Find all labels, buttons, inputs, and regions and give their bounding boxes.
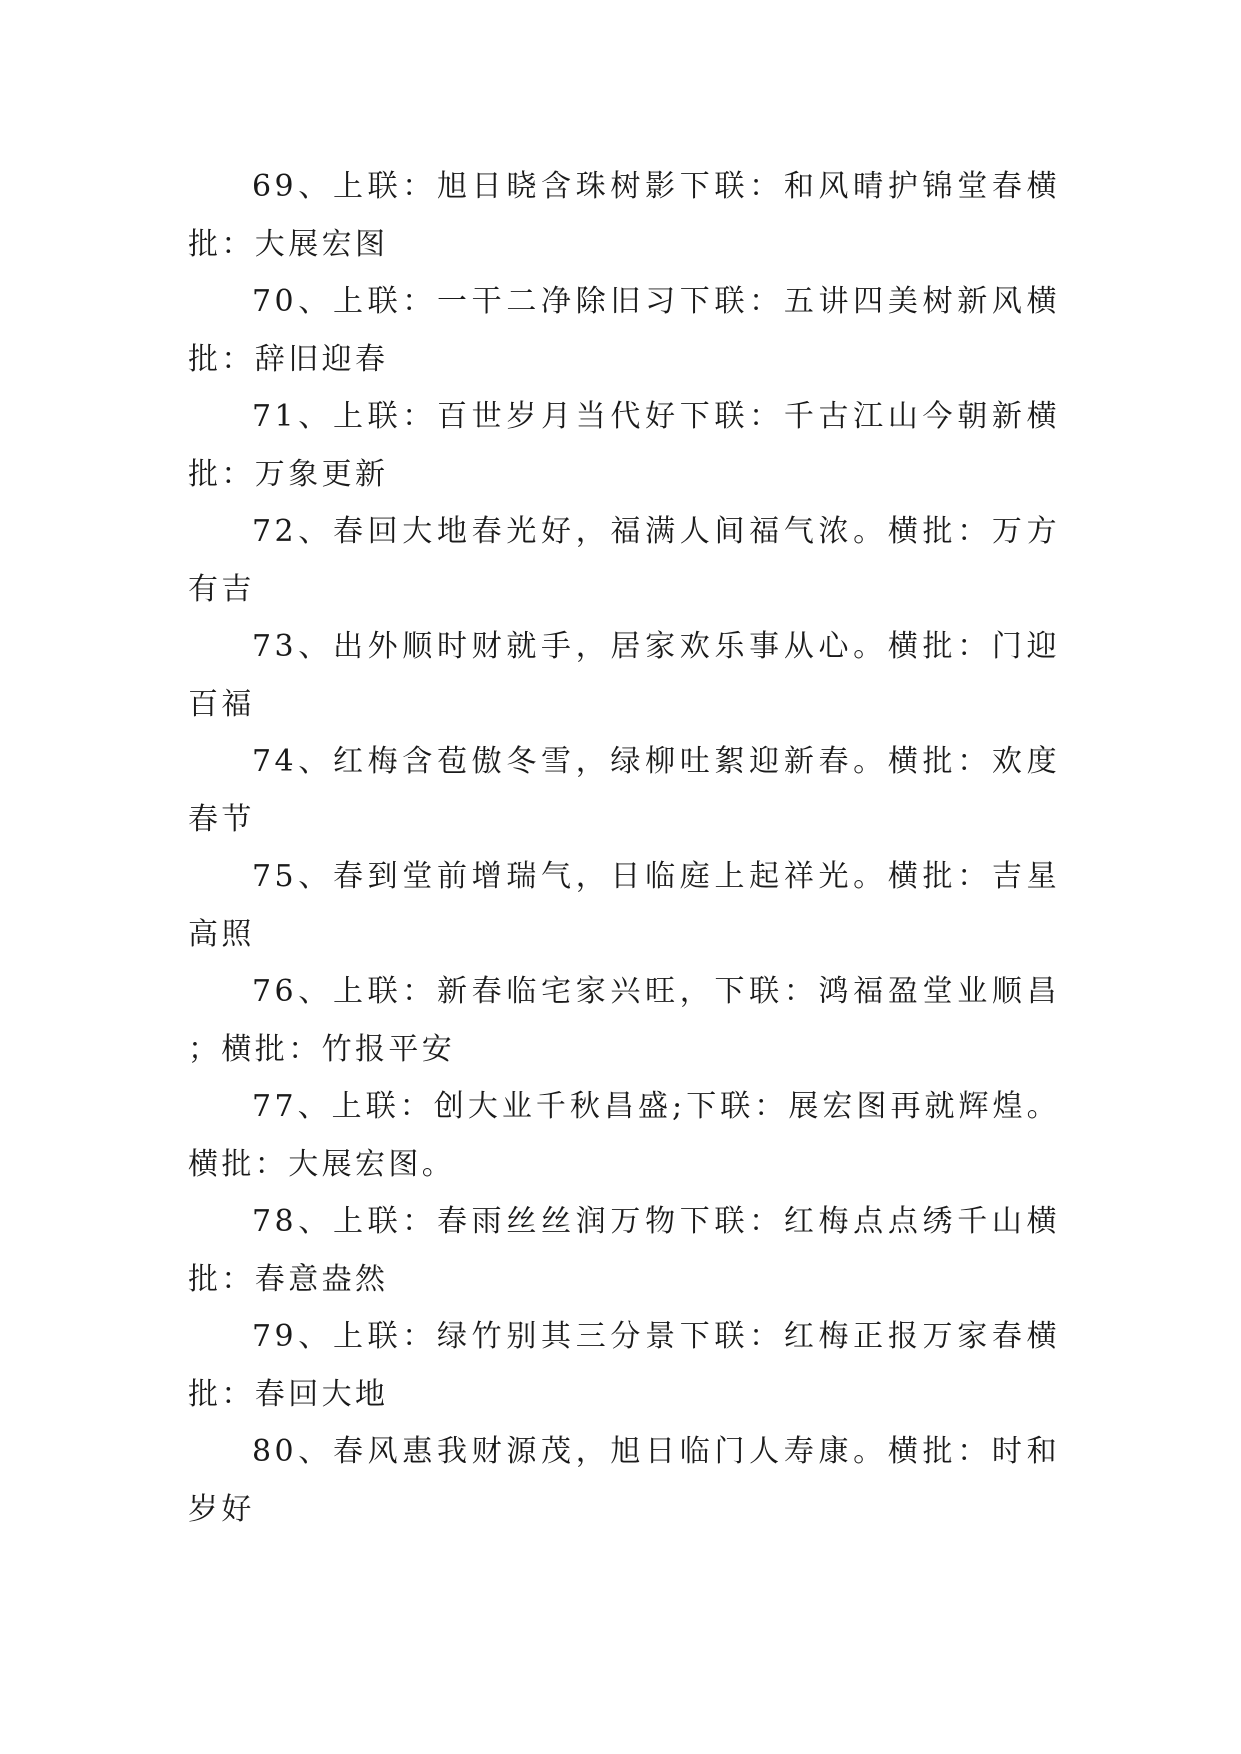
couplet-paragraph-75: 75、春到堂前增瑞气，日临庭上起祥光。横批：吉星高照 xyxy=(188,859,1060,952)
couplet-paragraph-71: 71、上联：百世岁月当代好下联：千古江山今朝新横批：万象更新 xyxy=(188,399,1060,492)
couplet-paragraph-74: 74、红梅含苞傲冬雪，绿柳吐絮迎新春。横批：欢度春节 xyxy=(188,744,1060,837)
couplet-paragraph-76: 76、上联：新春临宅家兴旺，下联：鸿福盈堂业顺昌；横批：竹报平安 xyxy=(188,974,1060,1067)
couplet-list xyxy=(188,158,1060,1538)
couplet-paragraph-72: 72、春回大地春光好，福满人间福气浓。横批：万方有吉 xyxy=(188,514,1060,607)
couplet-paragraph-80: 80、春风惠我财源茂，旭日临门人寿康。横批：时和岁好 xyxy=(188,1434,1060,1527)
couplet-paragraph-77: 77、上联：创大业千秋昌盛;下联：展宏图再就辉煌。横批：大展宏图。 xyxy=(188,1089,1060,1182)
couplet-paragraph-79: 79、上联：绿竹别其三分景下联：红梅正报万家春横批：春回大地 xyxy=(188,1319,1060,1412)
couplet-paragraph-78: 78、上联：春雨丝丝润万物下联：红梅点点绣千山横批：春意盎然 xyxy=(188,1204,1060,1297)
couplet-paragraph-73: 73、出外顺时财就手，居家欢乐事从心。横批：门迎百福 xyxy=(188,629,1060,722)
couplet-paragraph-69: 69、上联：旭日晓含珠树影下联：和风晴护锦堂春横批：大展宏图 xyxy=(188,169,1060,262)
couplet-paragraph-70: 70、上联：一干二净除旧习下联：五讲四美树新风横批：辞旧迎春 xyxy=(188,284,1060,377)
